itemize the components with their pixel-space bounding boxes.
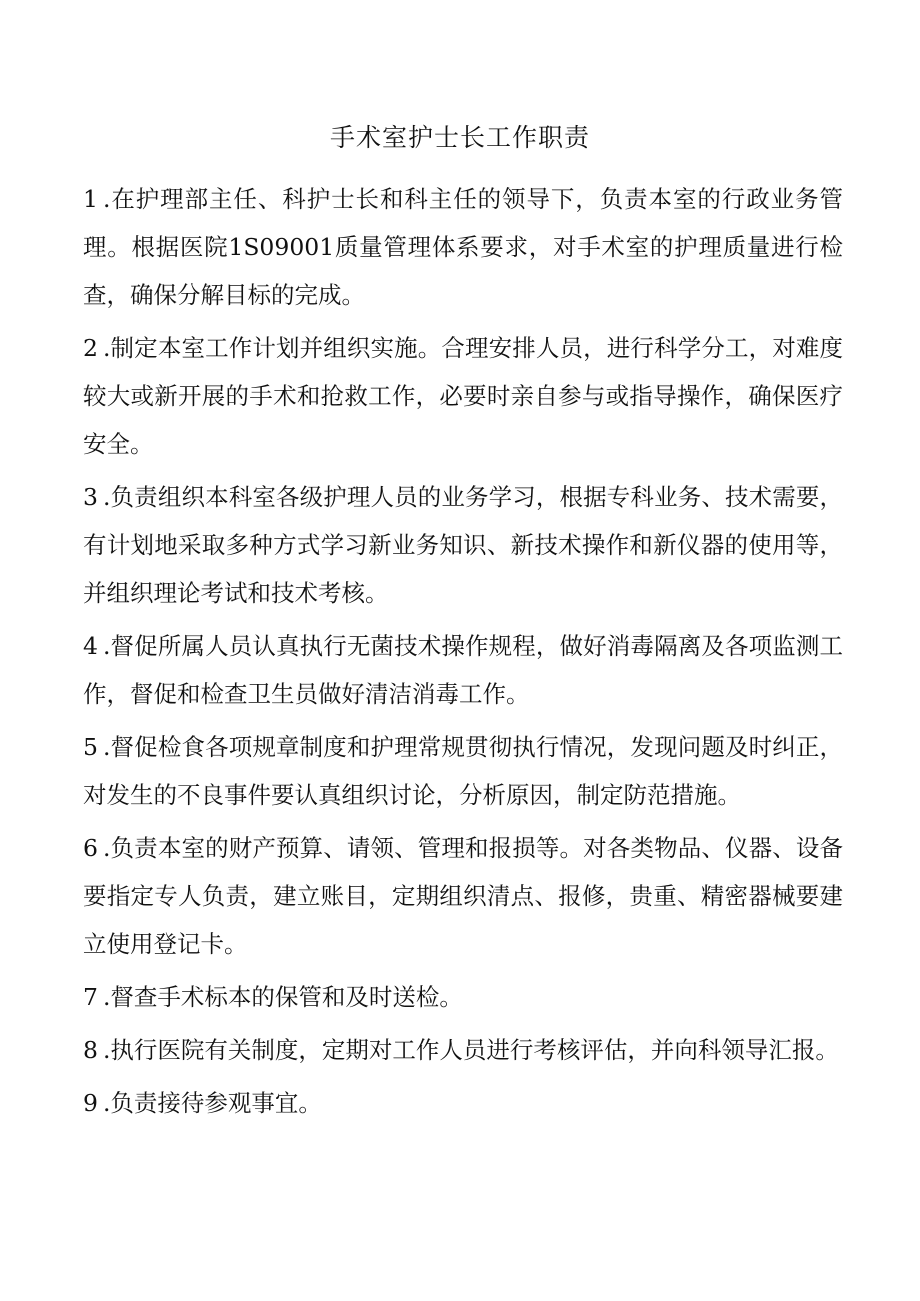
item-number: 2 (83, 334, 98, 362)
item-number: 1 (83, 185, 98, 213)
list-item (83, 723, 843, 819)
item-text: .负责接待参观事宜。 (102, 1089, 322, 1117)
item-text: .督促检食各项规章制度和护理常规贯彻执行情况，发现问题及时纠正，对发生的不良事件要认真组织讨论，分析原因，制定防范措施。 (83, 733, 843, 809)
item-number: 3 (83, 483, 98, 511)
duty-list (83, 175, 843, 1132)
item-number: 9 (83, 1089, 98, 1117)
list-item (83, 824, 843, 968)
item-text: .制定本室工作计划并组织实施。合理安排人员，进行科学分工，对难度较大或新开展的手术和抢救工作，必要时亲自参与或指导操作，确保医疗安全。 (83, 334, 843, 458)
list-item (83, 622, 843, 718)
item-number: 8 (83, 1036, 98, 1064)
item-number: 7 (83, 983, 98, 1011)
item-number: 6 (83, 834, 98, 862)
item-text: .在护理部主任、科护士长和科主任的领导下，负责本室的行政业务管理。根据医院1S09001质量管理体系要求，对手术室的护理质量进行检查，确保分解目标的完成。 (83, 185, 843, 309)
list-item (83, 324, 843, 468)
item-number: 4 (83, 632, 98, 660)
item-number: 5 (83, 733, 98, 761)
item-text: .督促所属人员认真执行无菌技术操作规程，做好消毒隔离及各项监测工作，督促和检查卫生员做好清洁消毒工作。 (83, 632, 843, 708)
list-item (83, 175, 843, 319)
list-item (83, 1079, 843, 1127)
item-text: .督查手术标本的保管和及时送检。 (102, 983, 463, 1011)
item-text: .负责本室的财产预算、请领、管理和报损等。对各类物品、仪器、设备要指定专人负责，建立账目，定期组织清点、报修，贵重、精密器械要建立使用登记卡。 (83, 834, 843, 958)
list-item (83, 1026, 843, 1074)
list-item (83, 973, 843, 1021)
list-item (83, 473, 843, 617)
document-title: 手术室护士长工作职责 (329, 123, 590, 152)
item-text: .负责组织本科室各级护理人员的业务学习，根据专科业务、技术需要，有计划地采取多种方式学习新业务知识、新技术操作和新仪器的使用等，并组织理论考试和技术考核。 (83, 483, 843, 607)
item-text: .执行医院有关制度，定期对工作人员进行考核评估，并向科领导汇报。 (102, 1036, 839, 1064)
